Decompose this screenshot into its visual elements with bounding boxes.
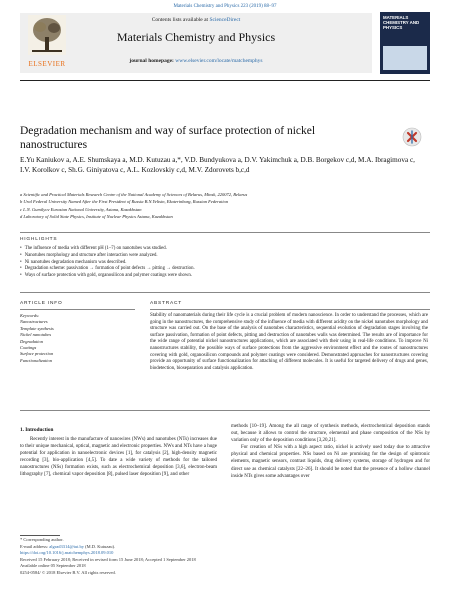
highlight-item: • Ways of surface protection with gold, organosilicon and polymer coatings were shown. <box>20 273 425 280</box>
intro-paragraph: For creation of NSs with a high aspect ratio, nickel is actively used today due to attractive physical and chemical properties. NSs based on Ni are promising for the design of spintronic elements, magnetic sensors, contrast liquids, drug delivery systems, storage of hydrogen and for direct use as chemical catalysts [22–26]. It should be noted that the presence of a hollow channel inside NTs gives some advantages over <box>231 445 430 479</box>
elsevier-logo[interactable] <box>22 13 72 73</box>
journal-name: Materials Chemistry and Physics <box>116 30 276 44</box>
affiliation: d Laboratory of Solid State Physics, Institute of Nuclear Physics Astana, Kazakhstan <box>20 213 173 219</box>
copyright: 0254-0584/ © 2018 Elsevier B.V. All rights reserved. <box>20 569 116 575</box>
journal-homepage <box>20 58 372 64</box>
journal-reference[interactable]: Materials Chemistry and Physics 223 (2019) 88–97 <box>173 4 277 9</box>
footnote-separator <box>20 535 60 536</box>
affiliation: c L.N. Gumilyov Eurasian National University, Astana, Kazakhstan <box>20 206 142 212</box>
footnotes <box>20 537 217 577</box>
author-list: E.Yu Kaniukov a, A.E. Shumskaya a, M.D. Kutuzau a,*, V.D. Bundyukova a, D.V. Yakimchuk a, D.B. Borgekov c,d, M.A. Ibragimova c, I.V. Korolkov c, Sh.G. Giniyatova c, A.L. Kozlovskiy c,d, M.V. Zdorovets b,c,d <box>20 156 415 174</box>
highlights-rule <box>20 232 430 233</box>
intro-paragraph: methods [10–19]. Among the all range of synthesis methods, electrochemical deposition stands out, because it allows to control the structure, elemental and phase composition of the NSs by variation only of the deposition conditions [3,20,21]. <box>231 424 430 444</box>
intro-right-column <box>231 423 430 480</box>
email-suffix: (M.D. Kutuzau). <box>84 543 116 549</box>
keyword: Template synthesis <box>20 325 54 331</box>
affiliation: b Ural Federal University Named After the First President of Russia B.N.Yeltsin, Ekaterinburg, Russian Federation <box>20 199 229 205</box>
journal-cover[interactable] <box>380 12 430 74</box>
email-label: E-mail address: <box>20 543 50 549</box>
info-top-rule <box>20 292 430 293</box>
contents-prefix: Contents lists available at <box>151 17 210 23</box>
keywords-label: Keywords: <box>20 313 40 318</box>
highlight-item: • Degradation scheme: passivation → formation of point defects → pitting → destruction. <box>20 266 425 273</box>
keyword: Functionalization <box>20 357 52 363</box>
article-info-heading: ARTICLE INFO <box>20 301 63 306</box>
abstract-rule <box>150 309 430 310</box>
cover-image <box>383 46 427 70</box>
doi-link[interactable]: https://doi.org/10.1016/j.matchemphys.2018.09.010 <box>20 550 114 556</box>
received-dates: Received 15 February 2018; Received in revised form 15 June 2018; Accepted 1 September 2018 <box>20 556 196 562</box>
email-line <box>20 544 217 551</box>
email-link[interactable]: algrad3314@tut.by <box>49 543 85 549</box>
available-online: Available online 05 September 2018 <box>20 563 86 569</box>
elsevier-tree-icon <box>28 15 66 55</box>
highlight-item: • Ni nanotubes degradation mechanism was described. <box>20 260 425 267</box>
abstract-text: Stability of nanomaterials during their life cycle is a crucial problem of modern nanoscience. In order to understand the processes, which are going in the nanostructures, the comprehensive study of the influence of media with different acidity on the nickel nanotubes morphology and structure was carried out. On the base of the analysis of nanotubes characteristics, sequential evolution of degradation stages involving the surface passivation, formation of point defects, pitting and destruction of nanotubes walls was determined. The results are of importance for the wide range of potential nickel nanostructures applications, which are associated with their using in real-life conditions. To improve Ni nanostructures stability, the possible ways of surface protections from the aggressive environment effect and the routes of nanostructures covering with gold, organosilicon compounds and polymer coatings were considered. Demonstrated approaches for nanostructures covering provide an opportunity of surface functionalization for attaching of different molecules. It is useful for targeted delivery of drugs and genes, biodetection, bioseparation and catalysis application. <box>150 313 428 371</box>
highlight-item: • The influence of media with different pH (1–7) on nanotubes was studied. <box>20 246 425 253</box>
header-rule <box>20 80 430 81</box>
affiliation: a Scientific and Practical Materials Research Centre of the National Academy of Sciences of Belarus, Minsk, 220072, Belarus <box>20 192 248 197</box>
article-info-rule <box>20 309 135 310</box>
keyword: Nanostructures <box>20 319 48 325</box>
highlights-list <box>20 246 425 280</box>
article-title: Degradation mechanism and way of surface protection of nickel nanostructures <box>20 125 316 151</box>
highlight-item: • Nanotubes morphology and structure after interaction were analyzed. <box>20 253 425 260</box>
corresponding-author-note: * Corresponding author. <box>20 537 64 542</box>
abstract-bottom-rule <box>20 410 430 411</box>
homepage-link[interactable]: www.elsevier.com/locate/matchemphys <box>175 58 263 64</box>
keyword: Coatings <box>20 345 37 351</box>
cover-title: MATERIALS CHEMISTRY AND PHYSICS <box>383 15 420 30</box>
intro-left-column: Recently interest in the manufacture of nanowires (NWs) and nanotubes (NTs) increases due to their unique mechanical, optical, magnetic and electronic properties. NWs and NTs have a huge potential for application in nanoelectronic devices [1], for catalysis [2], high-density magnetic recording [3], bio-application [4,5]. To date a wide variety of methods for the tailored nanostructures (NSs) formation exists, such as electrochemical deposition [3,6], electron-beam lithography [7], chemical vapor deposition [8], pulsed laser deposition [9], and other <box>20 437 217 478</box>
section-heading-introduction: 1. Introduction <box>20 427 54 433</box>
keyword: Degradation <box>20 338 43 344</box>
highlights-heading: HIGHLIGHTS <box>20 237 58 242</box>
crossmark-icon[interactable] <box>402 127 422 147</box>
elsevier-wordmark: ELSEVIER <box>28 60 66 68</box>
keyword: Nickel nanotubes <box>20 332 52 338</box>
affiliations <box>20 191 425 220</box>
keyword: Surface protection <box>20 351 54 357</box>
keywords-list <box>20 313 135 364</box>
sciencedirect-link[interactable]: ScienceDirect <box>209 17 241 23</box>
abstract-heading: ABSTRACT <box>150 301 182 306</box>
contents-line <box>20 17 372 23</box>
homepage-label: journal homepage: <box>129 58 176 64</box>
